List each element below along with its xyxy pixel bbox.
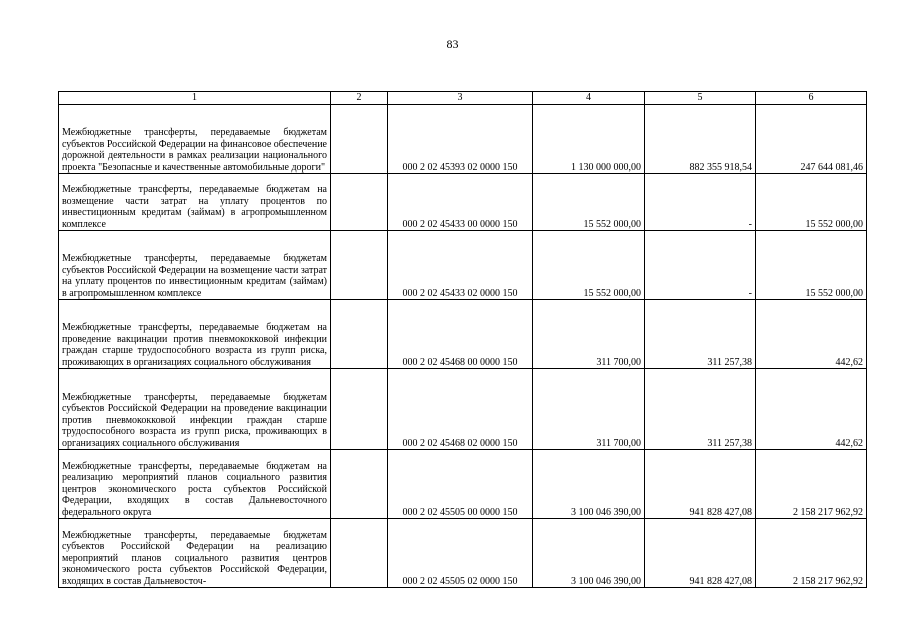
row-description: Межбюджетные трансферты, передаваемые бюджетам субъектов Российской Федерации на проведение вакцинации против пневмококковой инфекции граждан старше трудоспособного возраста из групп риска, проживающих в организациях социального обслуживания bbox=[59, 369, 331, 450]
table-row bbox=[59, 105, 867, 174]
table-row bbox=[59, 369, 867, 450]
row-col2 bbox=[331, 105, 388, 174]
row-executed: - bbox=[645, 231, 756, 300]
row-remaining: 442,62 bbox=[756, 369, 867, 450]
table-row bbox=[59, 231, 867, 300]
row-executed: 311 257,38 bbox=[645, 300, 756, 369]
table-row bbox=[59, 300, 867, 369]
column-header: 3 bbox=[388, 92, 533, 105]
row-executed: 941 828 427,08 bbox=[645, 450, 756, 519]
row-code: 000 2 02 45505 00 0000 150 bbox=[388, 450, 533, 519]
row-col2 bbox=[331, 174, 388, 231]
column-header: 1 bbox=[59, 92, 331, 105]
column-header: 4 bbox=[533, 92, 645, 105]
row-assigned: 1 130 000 000,00 bbox=[533, 105, 645, 174]
row-description: Межбюджетные трансферты, передаваемые бюджетам на возмещение части затрат на уплату процентов по инвестиционным кредитам (займам) в агропромышленном комплексе bbox=[59, 174, 331, 231]
row-remaining: 247 644 081,46 bbox=[756, 105, 867, 174]
row-remaining: 15 552 000,00 bbox=[756, 231, 867, 300]
row-col2 bbox=[331, 300, 388, 369]
table-row bbox=[59, 174, 867, 231]
row-assigned: 15 552 000,00 bbox=[533, 231, 645, 300]
row-col2 bbox=[331, 369, 388, 450]
column-header: 5 bbox=[645, 92, 756, 105]
row-code: 000 2 02 45433 02 0000 150 bbox=[388, 231, 533, 300]
row-executed: 311 257,38 bbox=[645, 369, 756, 450]
row-code: 000 2 02 45468 00 0000 150 bbox=[388, 300, 533, 369]
row-description: Межбюджетные трансферты, передаваемые бюджетам субъектов Российской Федерации на финансовое обеспечение дорожной деятельности в рамках реализации национального проекта "Безопасные и качественные автомобильные дороги" bbox=[59, 105, 331, 174]
row-remaining: 15 552 000,00 bbox=[756, 174, 867, 231]
row-executed: 882 355 918,54 bbox=[645, 105, 756, 174]
row-code: 000 2 02 45433 00 0000 150 bbox=[388, 174, 533, 231]
row-remaining: 2 158 217 962,92 bbox=[756, 450, 867, 519]
row-executed: 941 828 427,08 bbox=[645, 519, 756, 588]
row-code: 000 2 02 45393 02 0000 150 bbox=[388, 105, 533, 174]
row-description: Межбюджетные трансферты, передаваемые бюджетам субъектов Российской Федерации на реализацию мероприятий планов социального развития центров экономического роста субъектов Российской Федерации, входящих в состав Дальневосточ- bbox=[59, 519, 331, 588]
row-code: 000 2 02 45505 02 0000 150 bbox=[388, 519, 533, 588]
row-executed: - bbox=[645, 174, 756, 231]
column-header: 6 bbox=[756, 92, 867, 105]
row-col2 bbox=[331, 231, 388, 300]
row-assigned: 311 700,00 bbox=[533, 300, 645, 369]
row-assigned: 3 100 046 390,00 bbox=[533, 519, 645, 588]
row-description: Межбюджетные трансферты, передаваемые бюджетам субъектов Российской Федерации на возмещение части затрат на уплату процентов по инвестиционным кредитам (займам) в агропромышленном комплексе bbox=[59, 231, 331, 300]
header-row bbox=[59, 92, 867, 105]
table-row bbox=[59, 519, 867, 588]
budget-table bbox=[58, 91, 867, 588]
table-row bbox=[59, 450, 867, 519]
row-code: 000 2 02 45468 02 0000 150 bbox=[388, 369, 533, 450]
row-remaining: 2 158 217 962,92 bbox=[756, 519, 867, 588]
row-assigned: 311 700,00 bbox=[533, 369, 645, 450]
row-assigned: 3 100 046 390,00 bbox=[533, 450, 645, 519]
row-col2 bbox=[331, 519, 388, 588]
row-description: Межбюджетные трансферты, передаваемые бюджетам на проведение вакцинации против пневмококковой инфекции граждан старше трудоспособного возраста из групп риска, проживающих в организациях социального обслуживания bbox=[59, 300, 331, 369]
row-remaining: 442,62 bbox=[756, 300, 867, 369]
row-assigned: 15 552 000,00 bbox=[533, 174, 645, 231]
column-header: 2 bbox=[331, 92, 388, 105]
row-description: Межбюджетные трансферты, передаваемые бюджетам на реализацию мероприятий планов социального развития центров экономического роста субъектов Российской Федерации, входящих в состав Дальневосточного федерального округа bbox=[59, 450, 331, 519]
page-number: 83 bbox=[446, 37, 459, 51]
row-col2 bbox=[331, 450, 388, 519]
